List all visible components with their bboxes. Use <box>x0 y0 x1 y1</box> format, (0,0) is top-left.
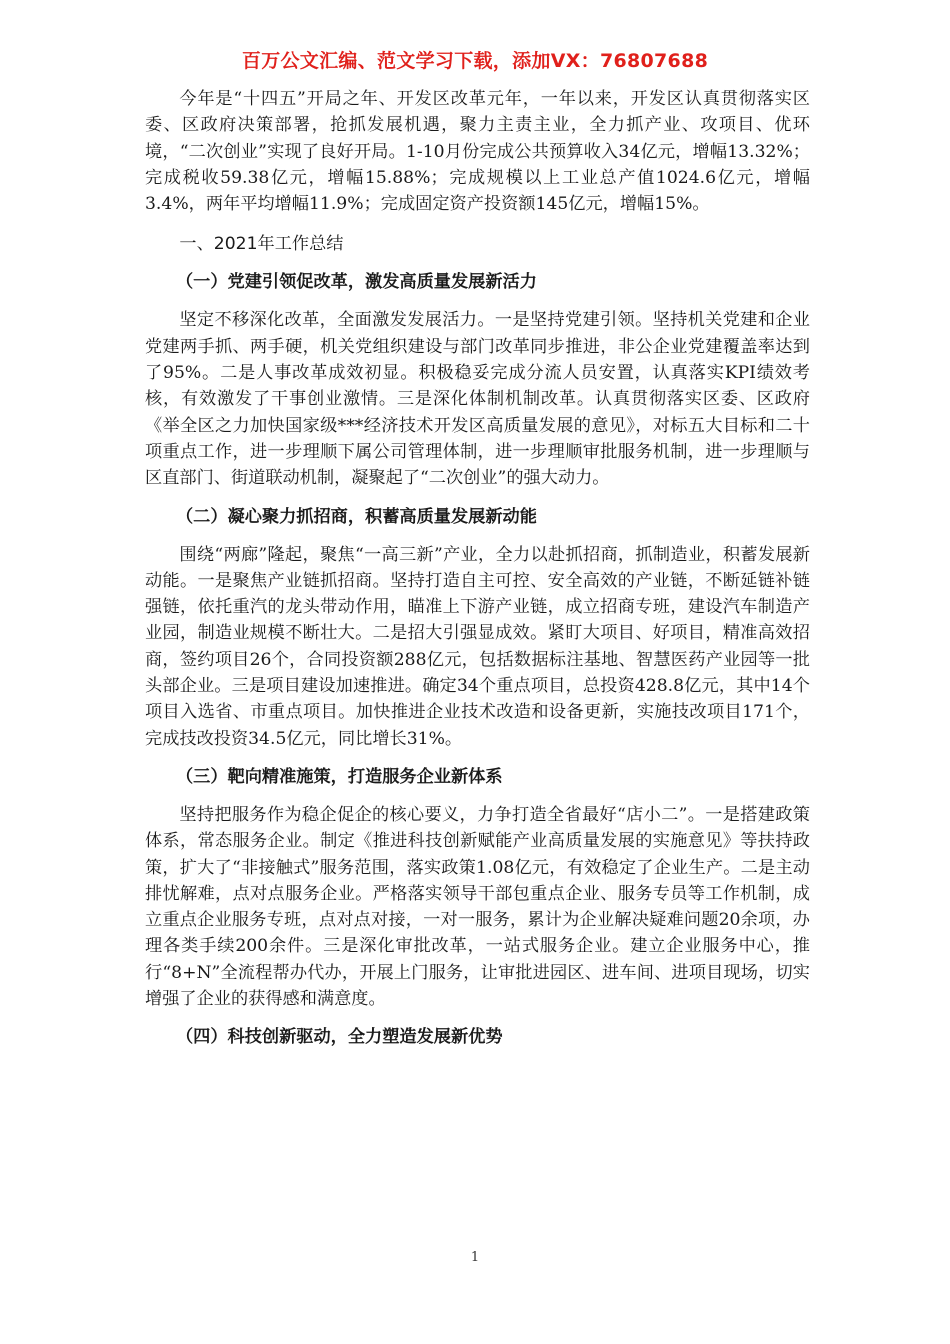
page-number: 1 <box>470 1250 480 1265</box>
subsection-heading-4: （四）科技创新驱动，全力塑造发展新优势 <box>175 1027 503 1048</box>
subsection-heading-1: （一）党建引领促改革，激发高质量发展新活力 <box>175 272 537 293</box>
subsection-body-2: 围绕“两廊”隆起，聚焦“一高三新”产业，全力以赴抓招商，抓制造业，积蓄发展新动能。一是聚焦产业链抓招商。坚持打造自主可控、安全高效的产业链，不断延链补链强链，依托重汽的龙头带动作用，瞄准上下游产业链，成立招商专班，建设汽车制造产业园，制造业规模不断壮大。二是招大引强显成效。紧盯大项目、好项目，精准高效招商，签约项目26个，合同投资额288亿元，包括数据标注基地、智慧医药产业园等一批头部企业。三是项目建设加速推进。确定34个重点项目，总投资428.8亿元，其中14个项目入选省、市重点项目。加快推进企业技术改造和设备更新，实施技改项目171个，完成技改投资34.5亿元，同比增长31%。 <box>145 544 810 749</box>
intro-paragraph: 今年是“十四五”开局之年、开发区改革元年，一年以来，开发区认真贯彻落实区委、区政府决策部署，抢抓发展机遇，聚力主责主业，全力抓产业、攻项目、优环境，“二次创业”实现了良好开局。1-10月份完成公共预算收入34亿元，增幅13.32%；完成税收59.38亿元，增幅15.88%；完成规模以上工业总产值1024.6亿元，增幅3.4%，两年平均增幅11.9%；完成固定资产投资额145亿元，增幅15%。 <box>145 89 810 215</box>
subsection-body-3: 坚持把服务作为稳企促企的核心要义，力争打造全省最好“店小二”。一是搭建政策体系，常态服务企业。制定《推进科技创新赋能产业高质量发展的实施意见》等扶持政策，扩大了“非接触式”服务范围，落实政策1.08亿元，有效稳定了企业生产。二是主动排忧解难，点对点服务企业。严格落实领导干部包重点企业、服务专员等工作机制，成立重点企业服务专班，点对点对接，一对一服务，累计为企业解决疑难问题20余项，办理各类手续200余件。三是深化审批改革，一站式服务企业。建立企业服务中心，推行“8+N”全流程帮办代办，开展上门服务，让审批进园区、进车间、进项目现场，切实增强了企业的获得感和满意度。 <box>145 804 810 1010</box>
watermark-banner: 百万公文汇编、范文学习下载，添加VX：76807688 <box>241 50 709 72</box>
section-heading-summary: 一、2021年工作总结 <box>179 234 344 255</box>
document-body <box>145 86 810 1062</box>
subsection-heading-2: （二）凝心聚力抓招商，积蓄高质量发展新动能 <box>175 506 537 527</box>
subsection-body-1: 坚定不移深化改革，全面激发发展活力。一是坚持党建引领。坚持机关党建和企业党建两手抓、两手硬，机关党组织建设与部门改革同步推进，非公企业党建覆盖率达到了95%。二是人事改革成效初显。积极稳妥完成分流人员安置，认真落实KPI绩效考核，有效激发了干事创业激情。三是深化体制机制改革。认真贯彻落实区委、区政府《举全区之力加快国家级***经济技术开发区高质量发展的意见》，对标五大目标和二十项重点工作，进一步理顺下属公司管理体制，进一步理顺审批服务机制，进一步理顺与区直部门、街道联动机制，凝聚起了“二次创业”的强大动力。 <box>145 310 810 489</box>
subsection-heading-3: （三）靶向精准施策，打造服务企业新体系 <box>175 766 503 787</box>
